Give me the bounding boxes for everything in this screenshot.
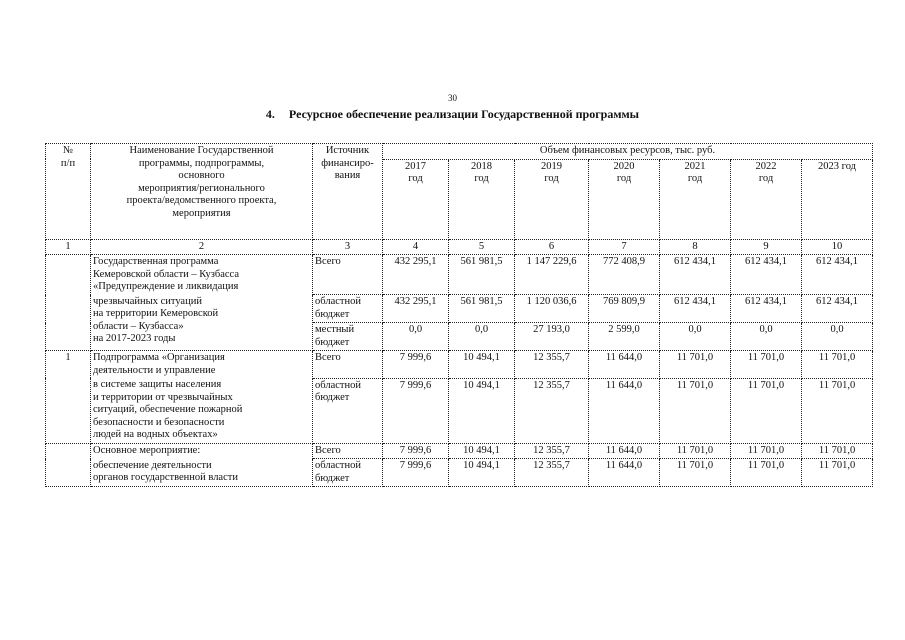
program-row: [46, 459, 873, 487]
amount-cell: 7 999,6: [383, 459, 449, 487]
header-num: [46, 144, 91, 240]
amount-cell: 11 644,0: [589, 378, 660, 443]
page-number: 30: [448, 93, 457, 103]
amount-cell: 11 701,0: [731, 443, 802, 459]
cell-line: органов государственной власти: [93, 472, 238, 483]
cell-line: 2019: [541, 160, 562, 172]
amount-cell: 561 981,5: [449, 295, 515, 323]
cell-line: №: [62, 145, 74, 156]
row-number: 1: [46, 351, 91, 444]
amount-cell: 0,0: [802, 323, 873, 351]
cell-line: «Предупреждение и ликвидация: [93, 281, 239, 292]
amount-cell: 561 981,5: [449, 255, 515, 295]
amount-cell: 769 809,9: [589, 295, 660, 323]
cell-line: бюджет: [315, 472, 350, 484]
column-number: 7: [589, 239, 660, 255]
cell-line: областной: [315, 379, 361, 391]
amount-cell: 0,0: [383, 323, 449, 351]
cell-line: мероприятия: [172, 207, 231, 219]
funding-source: [313, 443, 383, 459]
section-heading: [0, 107, 905, 122]
cell-line: бюджет: [315, 392, 350, 403]
cell-line: 2020: [613, 160, 635, 172]
amount-cell: 7 999,6: [383, 443, 449, 459]
header-year: [589, 159, 660, 239]
header-row: [46, 144, 873, 160]
cell-line: год: [758, 173, 774, 184]
amount-cell: 612 434,1: [731, 255, 802, 295]
cell-line: финансиро-: [321, 157, 374, 169]
cell-line: 2021: [684, 160, 706, 172]
header-year: [802, 159, 873, 239]
cell-line: Источник: [325, 145, 370, 156]
amount-cell: 12 355,7: [515, 351, 589, 379]
cell-line: деятельности и управление: [93, 364, 216, 376]
amount-cell: 11 644,0: [589, 459, 660, 487]
header-name: [91, 144, 313, 240]
cell-line: мероприятия/регионального: [138, 182, 265, 194]
column-number: 2: [91, 239, 313, 255]
header-volume: Объем финансовых ресурсов, тыс. руб.: [383, 144, 873, 160]
amount-cell: 11 701,0: [802, 459, 873, 487]
amount-cell: 612 434,1: [660, 295, 731, 323]
cell-line: области – Кузбасса»: [93, 320, 184, 332]
cell-line: чрезвычайных ситуаций: [93, 295, 202, 307]
cell-line: год: [544, 173, 559, 184]
cell-line: на территории Кемеровской: [93, 308, 219, 319]
header-year: [383, 159, 449, 239]
cell-line: бюджет: [315, 308, 350, 320]
amount-cell: 0,0: [731, 323, 802, 351]
cell-line: 2023 год: [818, 160, 857, 172]
amount-cell: 7 999,6: [383, 378, 449, 443]
program-row: [46, 378, 873, 443]
amount-cell: 612 434,1: [802, 295, 873, 323]
amount-cell: 432 295,1: [383, 255, 449, 295]
amount-cell: 11 701,0: [731, 351, 802, 379]
program-row: [46, 255, 873, 295]
amount-cell: 432 295,1: [383, 295, 449, 323]
cell-line: программы, подпрограммы,: [138, 157, 265, 169]
amount-cell: 12 355,7: [515, 378, 589, 443]
cell-line: ситуаций, обеспечение пожарной: [93, 404, 243, 415]
cell-line: 2017: [405, 160, 426, 172]
cell-line: обеспечение деятельности: [93, 459, 212, 471]
header-year: [731, 159, 802, 239]
program-name-cont: [91, 295, 313, 351]
amount-cell: 0,0: [449, 323, 515, 351]
cell-line: бюджет: [315, 336, 350, 348]
cell-line: Государственная программа: [93, 256, 219, 267]
header-year: [449, 159, 515, 239]
cell-line: Всего: [315, 256, 341, 267]
amount-cell: 11 701,0: [802, 351, 873, 379]
program-row: [46, 295, 873, 323]
funding-source: [313, 295, 383, 323]
amount-cell: 11 644,0: [589, 443, 660, 459]
cell-line: местный: [315, 324, 355, 335]
amount-cell: 2 599,0: [589, 323, 660, 351]
program-name: [91, 443, 313, 459]
amount-cell: 12 355,7: [515, 443, 589, 459]
amount-cell: 11 701,0: [660, 443, 731, 459]
row-number: [46, 255, 91, 351]
amount-cell: 10 494,1: [449, 378, 515, 443]
amount-cell: 11 701,0: [802, 378, 873, 443]
funding-source: [313, 351, 383, 379]
cell-line: Наименование Государственной: [129, 145, 274, 156]
program-row: [46, 351, 873, 379]
cell-line: год: [408, 173, 423, 184]
amount-cell: 11 701,0: [802, 443, 873, 459]
amount-cell: 1 147 229,6: [515, 255, 589, 295]
column-number: 10: [802, 239, 873, 255]
funding-source: [313, 323, 383, 351]
cell-line: год: [616, 173, 632, 184]
cell-line: п/п: [60, 157, 76, 169]
row-number: [46, 443, 91, 487]
header-source: [313, 144, 383, 240]
cell-line: безопасности и безопасности: [93, 416, 225, 428]
header-year: [515, 159, 589, 239]
column-number: 1: [46, 239, 91, 255]
program-name: [91, 351, 313, 379]
section-number: 4.: [265, 107, 275, 121]
cell-line: Всего: [315, 352, 341, 363]
column-number: 8: [660, 239, 731, 255]
header-year: [660, 159, 731, 239]
column-number: 4: [383, 239, 449, 255]
program-name-cont: [91, 378, 313, 443]
amount-cell: 11 701,0: [731, 378, 802, 443]
amount-cell: 10 494,1: [449, 351, 515, 379]
amount-cell: 7 999,6: [383, 351, 449, 379]
amount-cell: 11 701,0: [660, 351, 731, 379]
cell-line: Всего: [315, 444, 341, 456]
section-title: Ресурсное обеспечение реализации Государственной программы: [288, 107, 640, 121]
amount-cell: 11 701,0: [660, 378, 731, 443]
cell-line: областной: [315, 460, 361, 471]
amount-cell: 772 408,9: [589, 255, 660, 295]
amount-cell: 612 434,1: [802, 255, 873, 295]
cell-line: людей на водных объектах»: [93, 429, 218, 440]
column-number: 9: [731, 239, 802, 255]
program-name: [91, 255, 313, 295]
cell-line: основного: [178, 170, 225, 181]
cell-line: проекта/ведомственного проекта,: [126, 195, 277, 206]
amount-cell: 11 701,0: [731, 459, 802, 487]
funding-source: [313, 255, 383, 295]
amount-cell: 10 494,1: [449, 459, 515, 487]
amount-cell: 0,0: [660, 323, 731, 351]
resource-table: [45, 143, 873, 487]
cell-line: в системе защиты населения: [93, 379, 222, 390]
program-name-cont: [91, 459, 313, 487]
column-number: 6: [515, 239, 589, 255]
cell-line: Основное мероприятие:: [93, 444, 201, 456]
amount-cell: 612 434,1: [731, 295, 802, 323]
amount-cell: 12 355,7: [515, 459, 589, 487]
program-row: [46, 443, 873, 459]
amount-cell: 27 193,0: [515, 323, 589, 351]
cell-line: 2018: [471, 160, 492, 172]
cell-line: и территории от чрезвычайных: [93, 391, 233, 403]
column-numbers-row: [46, 239, 873, 255]
amount-cell: 1 120 036,6: [515, 295, 589, 323]
funding-source: [313, 459, 383, 487]
cell-line: на 2017-2023 годы: [93, 333, 176, 344]
funding-source: [313, 378, 383, 443]
cell-line: вания: [334, 170, 361, 181]
cell-line: 2022: [755, 160, 777, 172]
cell-line: год: [474, 173, 489, 184]
column-number: 5: [449, 239, 515, 255]
amount-cell: 10 494,1: [449, 443, 515, 459]
cell-line: Подпрограмма «Организация: [93, 352, 225, 363]
cell-line: Кемеровской области – Кузбасса: [93, 268, 240, 280]
cell-line: год: [687, 173, 703, 184]
cell-line: областной: [315, 296, 361, 307]
amount-cell: 11 644,0: [589, 351, 660, 379]
amount-cell: 11 701,0: [660, 459, 731, 487]
column-number: 3: [313, 239, 383, 255]
amount-cell: 612 434,1: [660, 255, 731, 295]
